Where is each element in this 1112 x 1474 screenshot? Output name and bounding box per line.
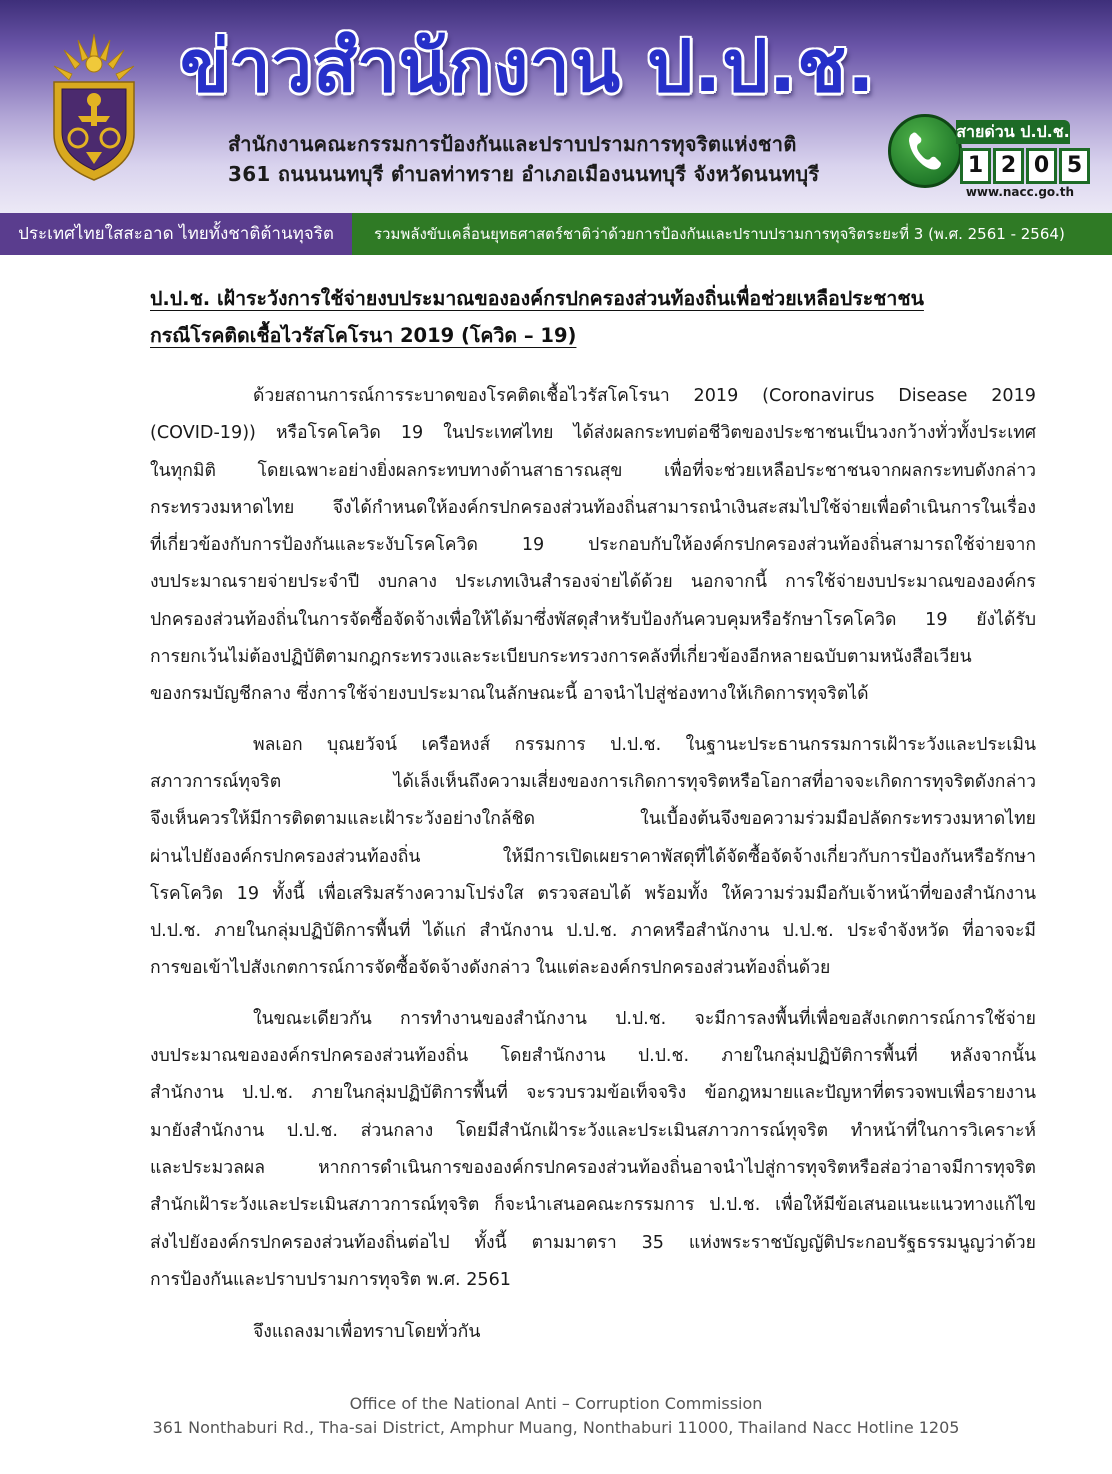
footer-organization: Office of the National Anti – Corruption Commission bbox=[349, 1394, 763, 1413]
headline-line: ป.ป.ช. เฝ้าระวังการใช้จ่ายงบประมาณขององค์กรปกครองส่วนท้องถิ่นเพื่อช่วยเหลือประชาชน bbox=[150, 287, 924, 310]
paragraph-line: ป.ป.ช. ภายในกลุ่มปฏิบัติการพื้นที่ ได้แก่ สำนักงาน ป.ป.ช. ภาคหรือสำนักงาน ป.ป.ช. ประจำจังหวัด ที่อาจจะมี bbox=[150, 921, 1036, 942]
paragraph-line: ด้วยสถานการณ์การระบาดของโรคติดเชื้อไวรัสโคโรนา 2019 (Coronavirus Disease 2019 bbox=[253, 386, 1036, 406]
paragraph-line: ปกครองส่วนท้องถิ่นในการจัดซื้อจัดจ้างเพื่อให้ได้มาซึ่งพัสดุสำหรับป้องกันควบคุมหรือรักษาโรคโควิด 19 ยังได้รับ bbox=[150, 609, 1036, 630]
organization-name: สำนักงานคณะกรรมการป้องกันและปราบปรามการทุจริตแห่งชาติ bbox=[228, 132, 797, 156]
paragraph-line: กระทรวงมหาดไทย จึงได้กำหนดให้องค์กรปกครองส่วนท้องถิ่นสามารถนำเงินสะสมไปใช้จ่ายเพื่อดำเนินการในเรื่อง bbox=[150, 497, 1036, 518]
paragraph-line: ที่เกี่ยวข้องกับการป้องกันและระงับโรคโควิด 19 ประกอบกับให้องค์กรปกครองส่วนท้องถิ่นสามารถใช้จ่ายจาก bbox=[150, 535, 1036, 556]
paragraph-line: งบประมาณขององค์กรปกครองส่วนท้องถิ่น โดยสำนักงาน ป.ป.ช. ภายในกลุ่มปฏิบัติการพื้นที่ หลังจากนั้น bbox=[150, 1046, 1036, 1067]
footer-address: 361 Nonthaburi Rd., Tha-sai District, Amphur Muang, Nonthaburi 11000, Thailand Nacc Hotline 1205 bbox=[152, 1418, 960, 1437]
phone-handset-icon bbox=[905, 129, 945, 173]
paragraph-line: ของกรมบัญชีกลาง ซึ่งการใช้จ่ายงบประมาณในลักษณะนี้ อาจนำไปสู่ช่องทางให้เกิดการทุจริตได้ bbox=[150, 684, 869, 705]
hotline-digit: 2 bbox=[993, 148, 1024, 184]
paragraph-line: ส่งไปยังองค์กรปกครองส่วนท้องถิ่นต่อไป ทั้งนี้ ตามมาตรา 35 แห่งพระราชบัญญัติประกอบรัฐธรรมนูญว่าด้วย bbox=[150, 1232, 1036, 1253]
organization-address: 361 ถนนนนทบุรี ตำบลท่าทราย อำเภอเมืองนนทบุรี จังหวัดนนทบุรี bbox=[228, 162, 820, 186]
paragraph-line: ในทุกมิติ โดยเฉพาะอย่างยิ่งผลกระทบทางด้านสาธารณสุข เพื่อที่จะช่วยเหลือประชาชนจากผลกระทบดังกล่าว bbox=[150, 460, 1036, 481]
paragraph-line: งบประมาณรายจ่ายประจำปี งบกลาง ประเภทเงินสำรองจ่ายได้ด้วย นอกจากนี้ การใช้จ่ายงบประมาณขององค์กร bbox=[150, 572, 1036, 593]
hotline-digit: 0 bbox=[1026, 148, 1057, 184]
paragraph-line: และประมวลผล หากการดำเนินการขององค์กรปกครองส่วนท้องถิ่นอาจนำไปสู่การทุจริตหรือส่อว่าอาจมีการทุจริต bbox=[150, 1157, 1036, 1178]
press-release-body bbox=[150, 280, 1036, 1351]
paragraph-line: จึงเห็นควรให้มีการติดตามและเฝ้าระวังอย่างใกล้ชิด ในเบื้องต้นจึงขอความร่วมมือปลัดกระทรวงมหาดไทย bbox=[150, 809, 1036, 830]
slogan-left: ประเทศไทยใสสะอาด ไทยทั้งชาติต้านทุจริต bbox=[0, 213, 352, 255]
slogan-right: รวมพลังขับเคลื่อนยุทธศาสตร์ชาติว่าด้วยการป้องกันและปราบปรามการทุจริตระยะที่ 3 (พ.ศ. 2561 - 2564) bbox=[352, 213, 1112, 255]
paragraph-line: การป้องกันและปราบปรามการทุจริต พ.ศ. 2561 bbox=[150, 1269, 511, 1290]
paragraph bbox=[150, 727, 1036, 988]
hotline-digit: 5 bbox=[1059, 148, 1090, 184]
hotline-digit: 1 bbox=[960, 148, 991, 184]
paragraph-line: การขอเข้าไปสังเกตการณ์การจัดซื้อจัดจ้างดังกล่าว ในแต่ละองค์กรปกครองส่วนท้องถิ่นด้วย bbox=[150, 958, 831, 979]
paragraph bbox=[150, 378, 1036, 714]
paragraph-line: (COVID-19)) หรือโรคโควิด 19 ในประเทศไทย ได้ส่งผลกระทบต่อชีวิตของประชาชนเป็นวงกว้างทั่วทั้งประเทศ bbox=[150, 423, 1036, 444]
headline-line: กรณีโรคติดเชื้อไวรัสโคโรนา 2019 (โควิด – 19) bbox=[150, 324, 577, 347]
hotline-badge bbox=[886, 112, 1082, 198]
phone-badge bbox=[888, 114, 962, 188]
paragraph-line: สำนักเฝ้าระวังและประเมินสภาวการณ์ทุจริต ก็จะนำเสนอคณะกรรมการ ป.ป.ช. เพื่อให้มีข้อเสนอแนะแนวทางแก้ไข bbox=[150, 1195, 1036, 1216]
paragraph-line: การยกเว้นไม่ต้องปฏิบัติตามกฎกระทรวงและระเบียบกระทรวงการคลังที่เกี่ยวข้องอีกหลายฉบับตามหนังสือเวียน bbox=[150, 647, 972, 668]
paragraph-line: มายังสำนักงาน ป.ป.ช. ส่วนกลาง โดยมีสำนักเฝ้าระวังและประเมินสภาวการณ์ทุจริต ทำหน้าที่ในการวิเคราะห์ bbox=[150, 1120, 1036, 1141]
paragraph-line: พลเอก บุณยวัจน์ เครือหงส์ กรรมการ ป.ป.ช. ในฐานะประธานกรรมการเฝ้าระวังและประเมิน bbox=[253, 734, 1036, 755]
paragraph-line: ผ่านไปยังองค์กรปกครองส่วนท้องถิ่น ให้มีการเปิดเผยราคาพัสดุที่ได้จัดซื้อจัดจ้างเกี่ยวกับการป้องกันหรือรักษา bbox=[150, 846, 1036, 867]
closing-statement: จึงแถลงมาเพื่อทราบโดยทั่วกัน bbox=[253, 1322, 481, 1343]
paragraph-line: โรคโควิด 19 ทั้งนี้ เพื่อเสริมสร้างความโปร่งใส ตรวจสอบได้ พร้อมทั้ง ให้ความร่วมมือกับเจ้าหน้าที่ของสำนักงาน bbox=[150, 883, 1036, 904]
nacc-emblem-icon bbox=[44, 34, 144, 182]
hotline-number bbox=[960, 148, 1090, 184]
paragraph-line: สภาวการณ์ทุจริต ได้เล็งเห็นถึงความเสี่ยงของการเกิดการทุจริตหรือโอกาสที่อาจจะเกิดการทุจริตดังกล่าว bbox=[150, 771, 1036, 792]
page-footer bbox=[0, 1392, 1112, 1440]
paragraph-line: ในขณะเดียวกัน การทำงานของสำนักงาน ป.ป.ช. จะมีการลงพื้นที่เพื่อขอสังเกตการณ์การใช้จ่าย bbox=[253, 1008, 1036, 1029]
masthead-title: ข่าวสำนักงาน ป.ป.ช. bbox=[180, 24, 876, 108]
press-release-headline bbox=[150, 280, 1036, 354]
hotline-label: สายด่วน ป.ป.ช. bbox=[956, 120, 1070, 144]
paragraph bbox=[150, 1001, 1036, 1299]
paragraph-line: สำนักงาน ป.ป.ช. ภายในกลุ่มปฏิบัติการพื้นที่ จะรวบรวมข้อเท็จจริง ข้อกฎหมายและปัญหาที่ตรวจพบเพื่อรายงาน bbox=[150, 1083, 1036, 1104]
website-url: www.nacc.go.th bbox=[965, 185, 1074, 199]
page-header bbox=[0, 0, 1112, 213]
slogan-banner bbox=[0, 213, 1112, 255]
